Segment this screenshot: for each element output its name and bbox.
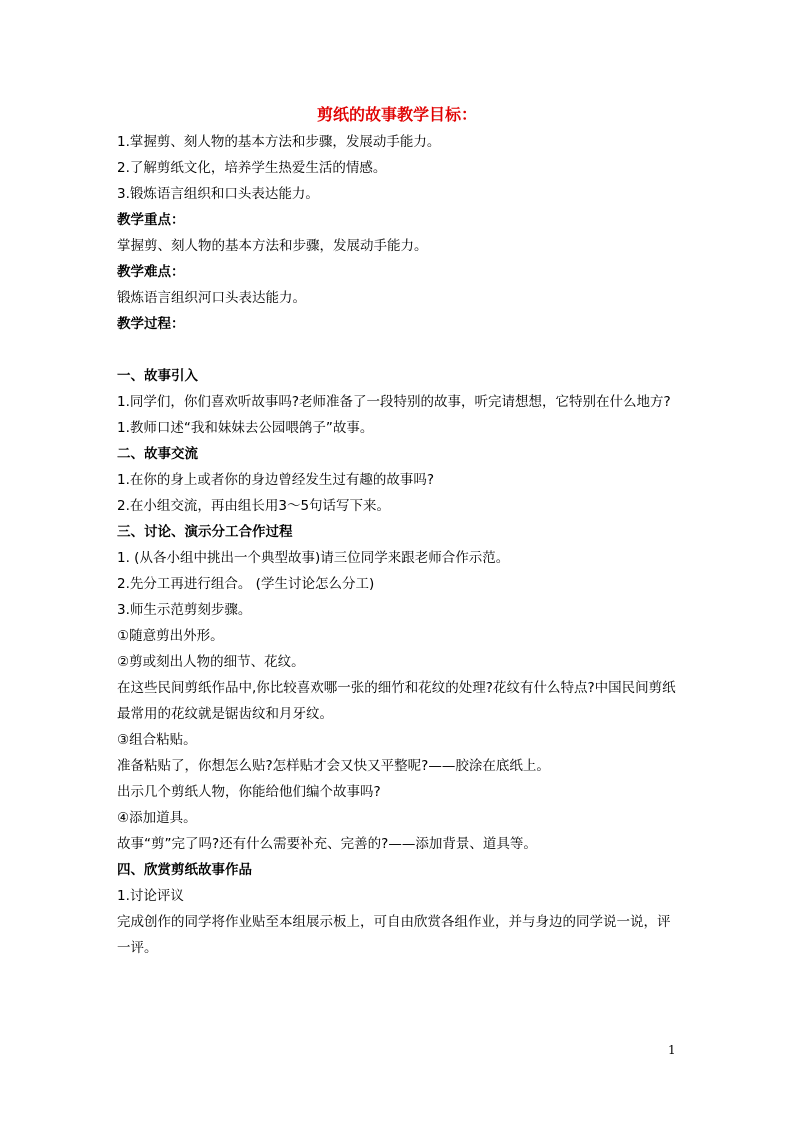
paragraph-line: 出示几个剪纸人物，你能给他们编个故事吗? [117, 784, 381, 800]
paragraph-line: 准备粘贴了，你想怎么贴?怎样贴才会又快又平整呢?——胶涂在底纸上。 [117, 758, 550, 774]
paragraph-line: 故事“剪”完了吗?还有什么需要补充、完善的?——添加背景、道具等。 [117, 836, 537, 852]
paragraph-line: ①随意剪出外形。 [117, 628, 224, 644]
document-body [117, 129, 677, 961]
paragraph-line: 1.讨论评议 [117, 888, 184, 904]
paragraph-line: 在这些民间剪纸作品中,你比较喜欢哪一张的细竹和花纹的处理?花纹有什么特点?中国民间剪纸最常用的花纹就是锯齿纹和月牙纹。 [117, 680, 676, 722]
paragraph-line: 2.在小组交流，再由组长用3～5句话写下来。 [117, 498, 391, 514]
paragraph-line: ②剪或刻出人物的细节、花纹。 [117, 654, 305, 670]
paragraph-line: 3.师生示范剪刻步骤。 [117, 602, 252, 618]
page-number: 1 [668, 1043, 676, 1057]
paragraph-line: ④添加道具。 [117, 810, 197, 826]
section-heading: 教学过程： [117, 316, 185, 332]
paragraph-line: 1.教师口述“我和妹妹去公园喂鸽子”故事。 [117, 420, 374, 436]
paragraph-line: 掌握剪、刻人物的基本方法和步骤，发展动手能力。 [117, 238, 428, 254]
document-title: 剪纸的故事教学目标： [316, 105, 477, 124]
paragraph-line: 2.先分工再进行组合。 (学生讨论怎么分工) [117, 576, 375, 592]
section-heading: 教学难点： [117, 264, 185, 280]
paragraph-line: 完成创作的同学将作业贴至本组展示板上，可自由欣赏各组作业，并与身边的同学说一说，评一评。 [117, 914, 671, 956]
section-heading: 一、故事引入 [117, 368, 198, 384]
section-heading: 三、讨论、演示分工合作过程 [117, 524, 293, 540]
paragraph-line: 1.掌握剪、刻人物的基本方法和步骤，发展动手能力。 [117, 134, 441, 150]
paragraph-line: 锻炼语言组织河口头表达能力。 [117, 290, 306, 306]
paragraph-line: 3.锻炼语言组织和口头表达能力。 [117, 186, 319, 202]
section-heading: 教学重点： [117, 212, 185, 228]
blank-line [117, 337, 677, 363]
paragraph-line: 1.在你的身上或者你的身边曾经发生过有趣的故事吗? [117, 472, 435, 488]
paragraph-line: 1.同学们，你们喜欢听故事吗?老师准备了一段特别的故事，听完请想想，它特别在什么地方? [117, 394, 671, 410]
section-heading: 二、故事交流 [117, 446, 198, 462]
paragraph-line: 2.了解剪纸文化，培养学生热爱生活的情感。 [117, 160, 387, 176]
paragraph-line: 1. (从各小组中挑出一个典型故事)请三位同学来跟老师合作示范。 [117, 550, 510, 566]
paragraph-line: ③组合粘贴。 [117, 732, 197, 748]
section-heading: 四、欣赏剪纸故事作品 [117, 862, 252, 878]
